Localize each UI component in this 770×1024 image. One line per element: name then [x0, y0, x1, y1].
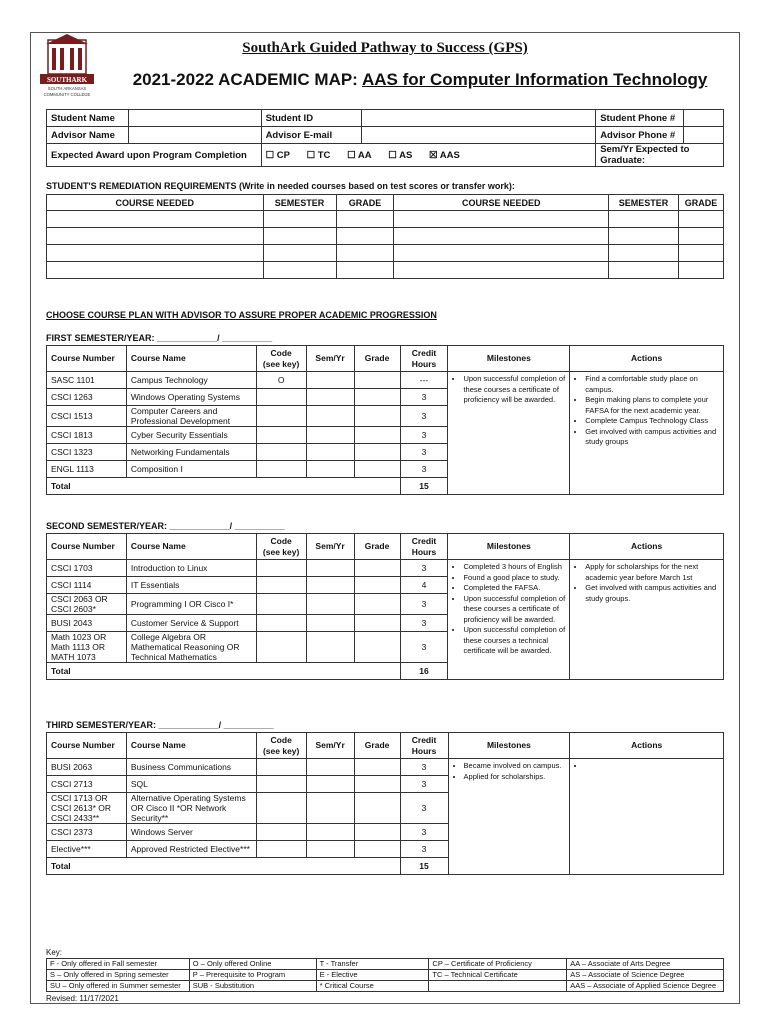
key-row — [47, 959, 724, 970]
semester-label: SECOND SEMESTER/YEAR: ____________/ __________ — [46, 521, 285, 531]
course-hours: 3 — [400, 389, 448, 406]
checkbox-icon: ☐ — [347, 149, 356, 161]
advisor-email-field[interactable] — [362, 127, 596, 144]
col-grade: Grade — [354, 534, 400, 560]
course-grade[interactable] — [354, 824, 400, 841]
semester-1-section — [46, 333, 724, 495]
course-code — [256, 776, 306, 793]
course-grade[interactable] — [354, 759, 400, 776]
course-number: CSCI 1323 — [47, 444, 127, 461]
remediation-table — [46, 194, 724, 279]
course-grade[interactable] — [354, 594, 400, 615]
course-grade[interactable] — [354, 461, 400, 478]
course-sem-yr[interactable] — [306, 389, 354, 406]
key-entry — [429, 981, 567, 992]
course-code — [256, 427, 306, 444]
course-sem-yr[interactable] — [306, 372, 354, 389]
course-sem-yr[interactable] — [306, 560, 354, 577]
course-code: O — [256, 372, 306, 389]
key-entry: CP – Certificate of Proficiency — [429, 959, 567, 970]
course-number: CSCI 2713 — [47, 776, 127, 793]
course-name: Windows Operating Systems — [126, 389, 256, 406]
col-course-number: Course Number — [47, 534, 127, 560]
col-milestones: Milestones — [448, 733, 570, 759]
student-name-field[interactable] — [128, 110, 261, 127]
col-course-number: Course Number — [47, 346, 127, 372]
col-sem-yr: Sem/Yr — [306, 346, 354, 372]
course-hours: 3 — [400, 759, 448, 776]
rem-col-semester-2: SEMESTER — [609, 195, 679, 211]
course-name: Business Communications — [126, 759, 256, 776]
expected-award-label: Expected Award upon Program Completion — [47, 144, 262, 167]
col-credit-hours: Credit Hours — [400, 346, 448, 372]
course-number: CSCI 1513 — [47, 406, 127, 427]
key-entry: S – Only offered in Spring semester — [47, 970, 190, 981]
milestone-item: • Completed 3 hours of English — [463, 562, 566, 573]
key-table — [46, 958, 724, 992]
total-hours: 15 — [400, 858, 448, 875]
course-name: Networking Fundamentals — [126, 444, 256, 461]
col-milestones: Milestones — [448, 346, 570, 372]
semester-table — [46, 345, 724, 495]
course-code — [256, 406, 306, 427]
course-name: Customer Service & Support — [126, 615, 256, 632]
course-number: SASC 1101 — [47, 372, 127, 389]
course-number: CSCI 1813 — [47, 427, 127, 444]
total-hours: 16 — [400, 663, 448, 680]
advisor-name-field[interactable] — [128, 127, 261, 144]
course-grade[interactable] — [354, 427, 400, 444]
award-option-tc[interactable]: ☐ TC — [306, 149, 331, 161]
remediation-heading: STUDENT'S REMEDIATION REQUIREMENTS (Write in needed courses based on test scores or transfer work): — [46, 181, 515, 191]
milestone-item: • Completed the FAFSA. — [463, 583, 566, 594]
course-sem-yr[interactable] — [306, 444, 354, 461]
course-code — [256, 461, 306, 478]
course-code — [256, 389, 306, 406]
course-grade[interactable] — [354, 389, 400, 406]
course-hours: 3 — [400, 427, 448, 444]
action-item: • Get involved with campus activities and study groups — [585, 427, 720, 448]
course-name: Programming I OR Cisco I* — [126, 594, 256, 615]
checkbox-icon: ☐ — [306, 149, 316, 161]
col-sem-yr: Sem/Yr — [306, 733, 354, 759]
course-sem-yr[interactable] — [306, 759, 354, 776]
course-code — [256, 444, 306, 461]
course-name: IT Essentials — [126, 577, 256, 594]
course-sem-yr[interactable] — [306, 841, 354, 858]
course-grade[interactable] — [354, 776, 400, 793]
course-number: Math 1023 OR Math 1113 OR MATH 1073 — [47, 632, 127, 663]
course-hours: 3 — [400, 776, 448, 793]
award-option-as[interactable]: ☐ AS — [388, 149, 413, 161]
milestones-cell — [448, 372, 570, 495]
course-name: Approved Restricted Elective*** — [126, 841, 256, 858]
course-grade[interactable] — [354, 372, 400, 389]
revised-date: Revised: 11/17/2021 — [46, 994, 119, 1003]
col-code: Code (see key) — [256, 534, 306, 560]
student-phone-label: Student Phone # — [596, 110, 684, 127]
semester-table — [46, 533, 724, 680]
col-course-name: Course Name — [126, 534, 256, 560]
course-sem-yr[interactable] — [306, 793, 354, 824]
student-id-field[interactable] — [362, 110, 596, 127]
action-item: • Apply for scholarships for the next academic year before March 1st — [585, 562, 720, 583]
course-name: Introduction to Linux — [126, 560, 256, 577]
action-item: • Complete Campus Technology Class — [585, 416, 720, 427]
course-sem-yr[interactable] — [306, 776, 354, 793]
course-hours: 3 — [400, 841, 448, 858]
course-name: Cyber Security Essentials — [126, 427, 256, 444]
academic-map-title — [100, 70, 740, 90]
action-item: • Find a comfortable study place on campus. — [585, 374, 720, 395]
student-phone-field[interactable] — [684, 110, 724, 127]
actions-cell — [570, 372, 724, 495]
actions-cell — [570, 759, 724, 875]
rem-col-semester: SEMESTER — [263, 195, 336, 211]
course-sem-yr[interactable] — [306, 615, 354, 632]
course-grade[interactable] — [354, 615, 400, 632]
course-code — [256, 759, 306, 776]
total-hours: 15 — [400, 478, 448, 495]
key-entry: P – Prerequisite to Program — [189, 970, 316, 981]
student-info-table — [46, 109, 724, 167]
rem-row — [47, 211, 724, 228]
course-grade[interactable] — [354, 577, 400, 594]
col-credit-hours: Credit Hours — [400, 733, 448, 759]
course-row — [47, 372, 724, 389]
course-number: BUSI 2063 — [47, 759, 127, 776]
course-sem-yr[interactable] — [306, 461, 354, 478]
key-entry: AS – Associate of Science Degree — [567, 970, 724, 981]
course-sem-yr[interactable] — [306, 406, 354, 427]
total-label: Total — [47, 663, 401, 680]
col-milestones: Milestones — [448, 534, 570, 560]
award-option-aas[interactable]: ☒ AAS — [428, 149, 460, 161]
plan-heading: CHOOSE COURSE PLAN WITH ADVISOR TO ASSURE PROPER ACADEMIC PROGRESSION — [46, 310, 437, 320]
col-actions: Actions — [570, 346, 724, 372]
milestone-item: • Upon successful completion of these courses a certificate of proficiency will be awarded. — [463, 374, 566, 406]
course-code — [256, 841, 306, 858]
course-code — [256, 594, 306, 615]
course-sem-yr[interactable] — [306, 594, 354, 615]
advisor-phone-label: Advisor Phone # — [596, 127, 684, 144]
actions-cell — [570, 560, 724, 680]
milestones-cell — [448, 560, 570, 680]
semester-table — [46, 732, 724, 875]
milestone-item: • Found a good place to study. — [463, 573, 566, 584]
col-course-name: Course Name — [126, 346, 256, 372]
key-row — [47, 970, 724, 981]
course-name: SQL — [126, 776, 256, 793]
award-options — [261, 144, 596, 167]
course-code — [256, 793, 306, 824]
course-name: Composition I — [126, 461, 256, 478]
semester-label: FIRST SEMESTER/YEAR: ____________/ __________ — [46, 333, 273, 343]
key-entry: F - Only offered in Fall semester — [47, 959, 190, 970]
course-hours: 3 — [400, 824, 448, 841]
course-code — [256, 560, 306, 577]
course-number: CSCI 1263 — [47, 389, 127, 406]
course-name: Computer Careers and Professional Development — [126, 406, 256, 427]
course-grade[interactable] — [354, 841, 400, 858]
course-hours: 3 — [400, 444, 448, 461]
col-course-name: Course Name — [126, 733, 256, 759]
key-entry: SU – Only offered in Summer semester — [47, 981, 190, 992]
course-hours: 4 — [400, 577, 448, 594]
course-hours: 3 — [400, 793, 448, 824]
col-credit-hours: Credit Hours — [400, 534, 448, 560]
semester-label: THIRD SEMESTER/YEAR: ____________/ __________ — [46, 720, 274, 730]
document-title: SouthArk Guided Pathway to Success (GPS) — [242, 40, 528, 56]
col-course-number: Course Number — [47, 733, 127, 759]
checkbox-icon: ☐ — [388, 149, 397, 161]
award-option-aa[interactable]: ☐ AA — [347, 149, 372, 161]
course-number: CSCI 1703 — [47, 560, 127, 577]
course-code — [256, 824, 306, 841]
course-hours: 3 — [400, 406, 448, 427]
rem-row — [47, 228, 724, 245]
logo-wordmark: SOUTHARK — [46, 76, 88, 84]
course-number: CSCI 1114 — [47, 577, 127, 594]
course-sem-yr[interactable] — [306, 632, 354, 663]
key-entry: AAS – Associate of Applied Science Degree — [567, 981, 724, 992]
milestone-item: • Upon successful completion of these courses a technical certificate will be awarded. — [463, 625, 566, 657]
rem-col-grade-2: GRADE — [678, 195, 723, 211]
course-hours: 3 — [400, 560, 448, 577]
action-item — [585, 761, 720, 772]
advisor-email-label: Advisor E-mail — [261, 127, 362, 144]
course-number: Elective*** — [47, 841, 127, 858]
key-entry: * Critical Course — [316, 981, 429, 992]
course-number: CSCI 2063 OR CSCI 2603* — [47, 594, 127, 615]
course-number: BUSI 2043 — [47, 615, 127, 632]
course-hours: 3 — [400, 615, 448, 632]
milestone-item: • Upon successful completion of these courses a certificate of proficiency will be awarded. — [463, 594, 566, 626]
course-grade[interactable] — [354, 560, 400, 577]
course-row — [47, 759, 724, 776]
col-code: Code (see key) — [256, 346, 306, 372]
key-label: Key: — [46, 948, 63, 957]
course-hours: --- — [400, 372, 448, 389]
semester-3-section — [46, 720, 724, 875]
course-code — [256, 577, 306, 594]
key-entry: T - Transfer — [316, 959, 429, 970]
logo-subtitle-2: COMMUNITY COLLEGE — [43, 92, 91, 97]
semester-2-section — [46, 521, 724, 680]
total-label: Total — [47, 858, 401, 875]
course-name: College Algebra OR Mathematical Reasoning OR Technical Mathematics — [126, 632, 256, 663]
col-grade: Grade — [354, 733, 400, 759]
course-name: Campus Technology — [126, 372, 256, 389]
col-sem-yr: Sem/Yr — [306, 534, 354, 560]
course-hours: 3 — [400, 594, 448, 615]
advisor-name-label: Advisor Name — [47, 127, 129, 144]
course-number: CSCI 2373 — [47, 824, 127, 841]
key-row — [47, 981, 724, 992]
academic-map-year: 2021-2022 ACADEMIC MAP: — [132, 70, 362, 89]
student-name-label: Student Name — [47, 110, 129, 127]
course-hours: 3 — [400, 632, 448, 663]
total-label: Total — [47, 478, 401, 495]
rem-col-course: COURSE NEEDED — [47, 195, 264, 211]
course-sem-yr[interactable] — [306, 824, 354, 841]
col-grade: Grade — [354, 346, 400, 372]
action-item: • Get involved with campus activities and study groups. — [585, 583, 720, 604]
course-hours: 3 — [400, 461, 448, 478]
course-row — [47, 560, 724, 577]
rem-col-course-2: COURSE NEEDED — [394, 195, 609, 211]
checkbox-icon: ☐ — [265, 149, 275, 161]
course-number: ENGL 1113 — [47, 461, 127, 478]
sem-yr-graduate-label: Sem/Yr Expected to Graduate: — [596, 144, 724, 167]
student-id-label: Student ID — [261, 110, 362, 127]
rem-row — [47, 245, 724, 262]
course-sem-yr[interactable] — [306, 427, 354, 444]
course-grade[interactable] — [354, 406, 400, 427]
milestone-item: • Became involved on campus. — [464, 761, 567, 772]
course-grade[interactable] — [354, 444, 400, 461]
advisor-phone-field[interactable] — [684, 127, 724, 144]
program-name: AAS for Computer Information Technology — [361, 70, 708, 89]
rem-row — [47, 262, 724, 279]
course-grade[interactable] — [354, 793, 400, 824]
course-name: Windows Server — [126, 824, 256, 841]
checked-box-icon: ☒ — [428, 149, 438, 161]
course-grade[interactable] — [354, 632, 400, 663]
key-entry: SUB - Substitution — [189, 981, 316, 992]
key-entry: E - Elective — [316, 970, 429, 981]
course-number: CSCI 1713 OR CSCI 2613* OR CSCI 2433** — [47, 793, 127, 824]
course-code — [256, 615, 306, 632]
rem-col-grade: GRADE — [336, 195, 394, 211]
col-actions: Actions — [570, 733, 724, 759]
key-entry: TC – Technical Certificate — [429, 970, 567, 981]
key-entry: AA – Associate of Arts Degree — [567, 959, 724, 970]
course-sem-yr[interactable] — [306, 577, 354, 594]
col-actions: Actions — [570, 534, 724, 560]
key-entry: O – Only offered Online — [189, 959, 316, 970]
action-item: • Begin making plans to complete your FAFSA for the next academic year. — [585, 395, 720, 416]
col-code: Code (see key) — [256, 733, 306, 759]
logo-subtitle-1: SOUTH ARKANSAS — [47, 86, 87, 91]
milestones-cell — [448, 759, 570, 875]
course-code — [256, 632, 306, 663]
milestone-item: • Applied for scholarships. — [464, 772, 567, 783]
award-option-cp[interactable]: ☐ CP — [265, 149, 290, 161]
course-name: Alternative Operating Systems OR Cisco II *OR Network Security** — [126, 793, 256, 824]
